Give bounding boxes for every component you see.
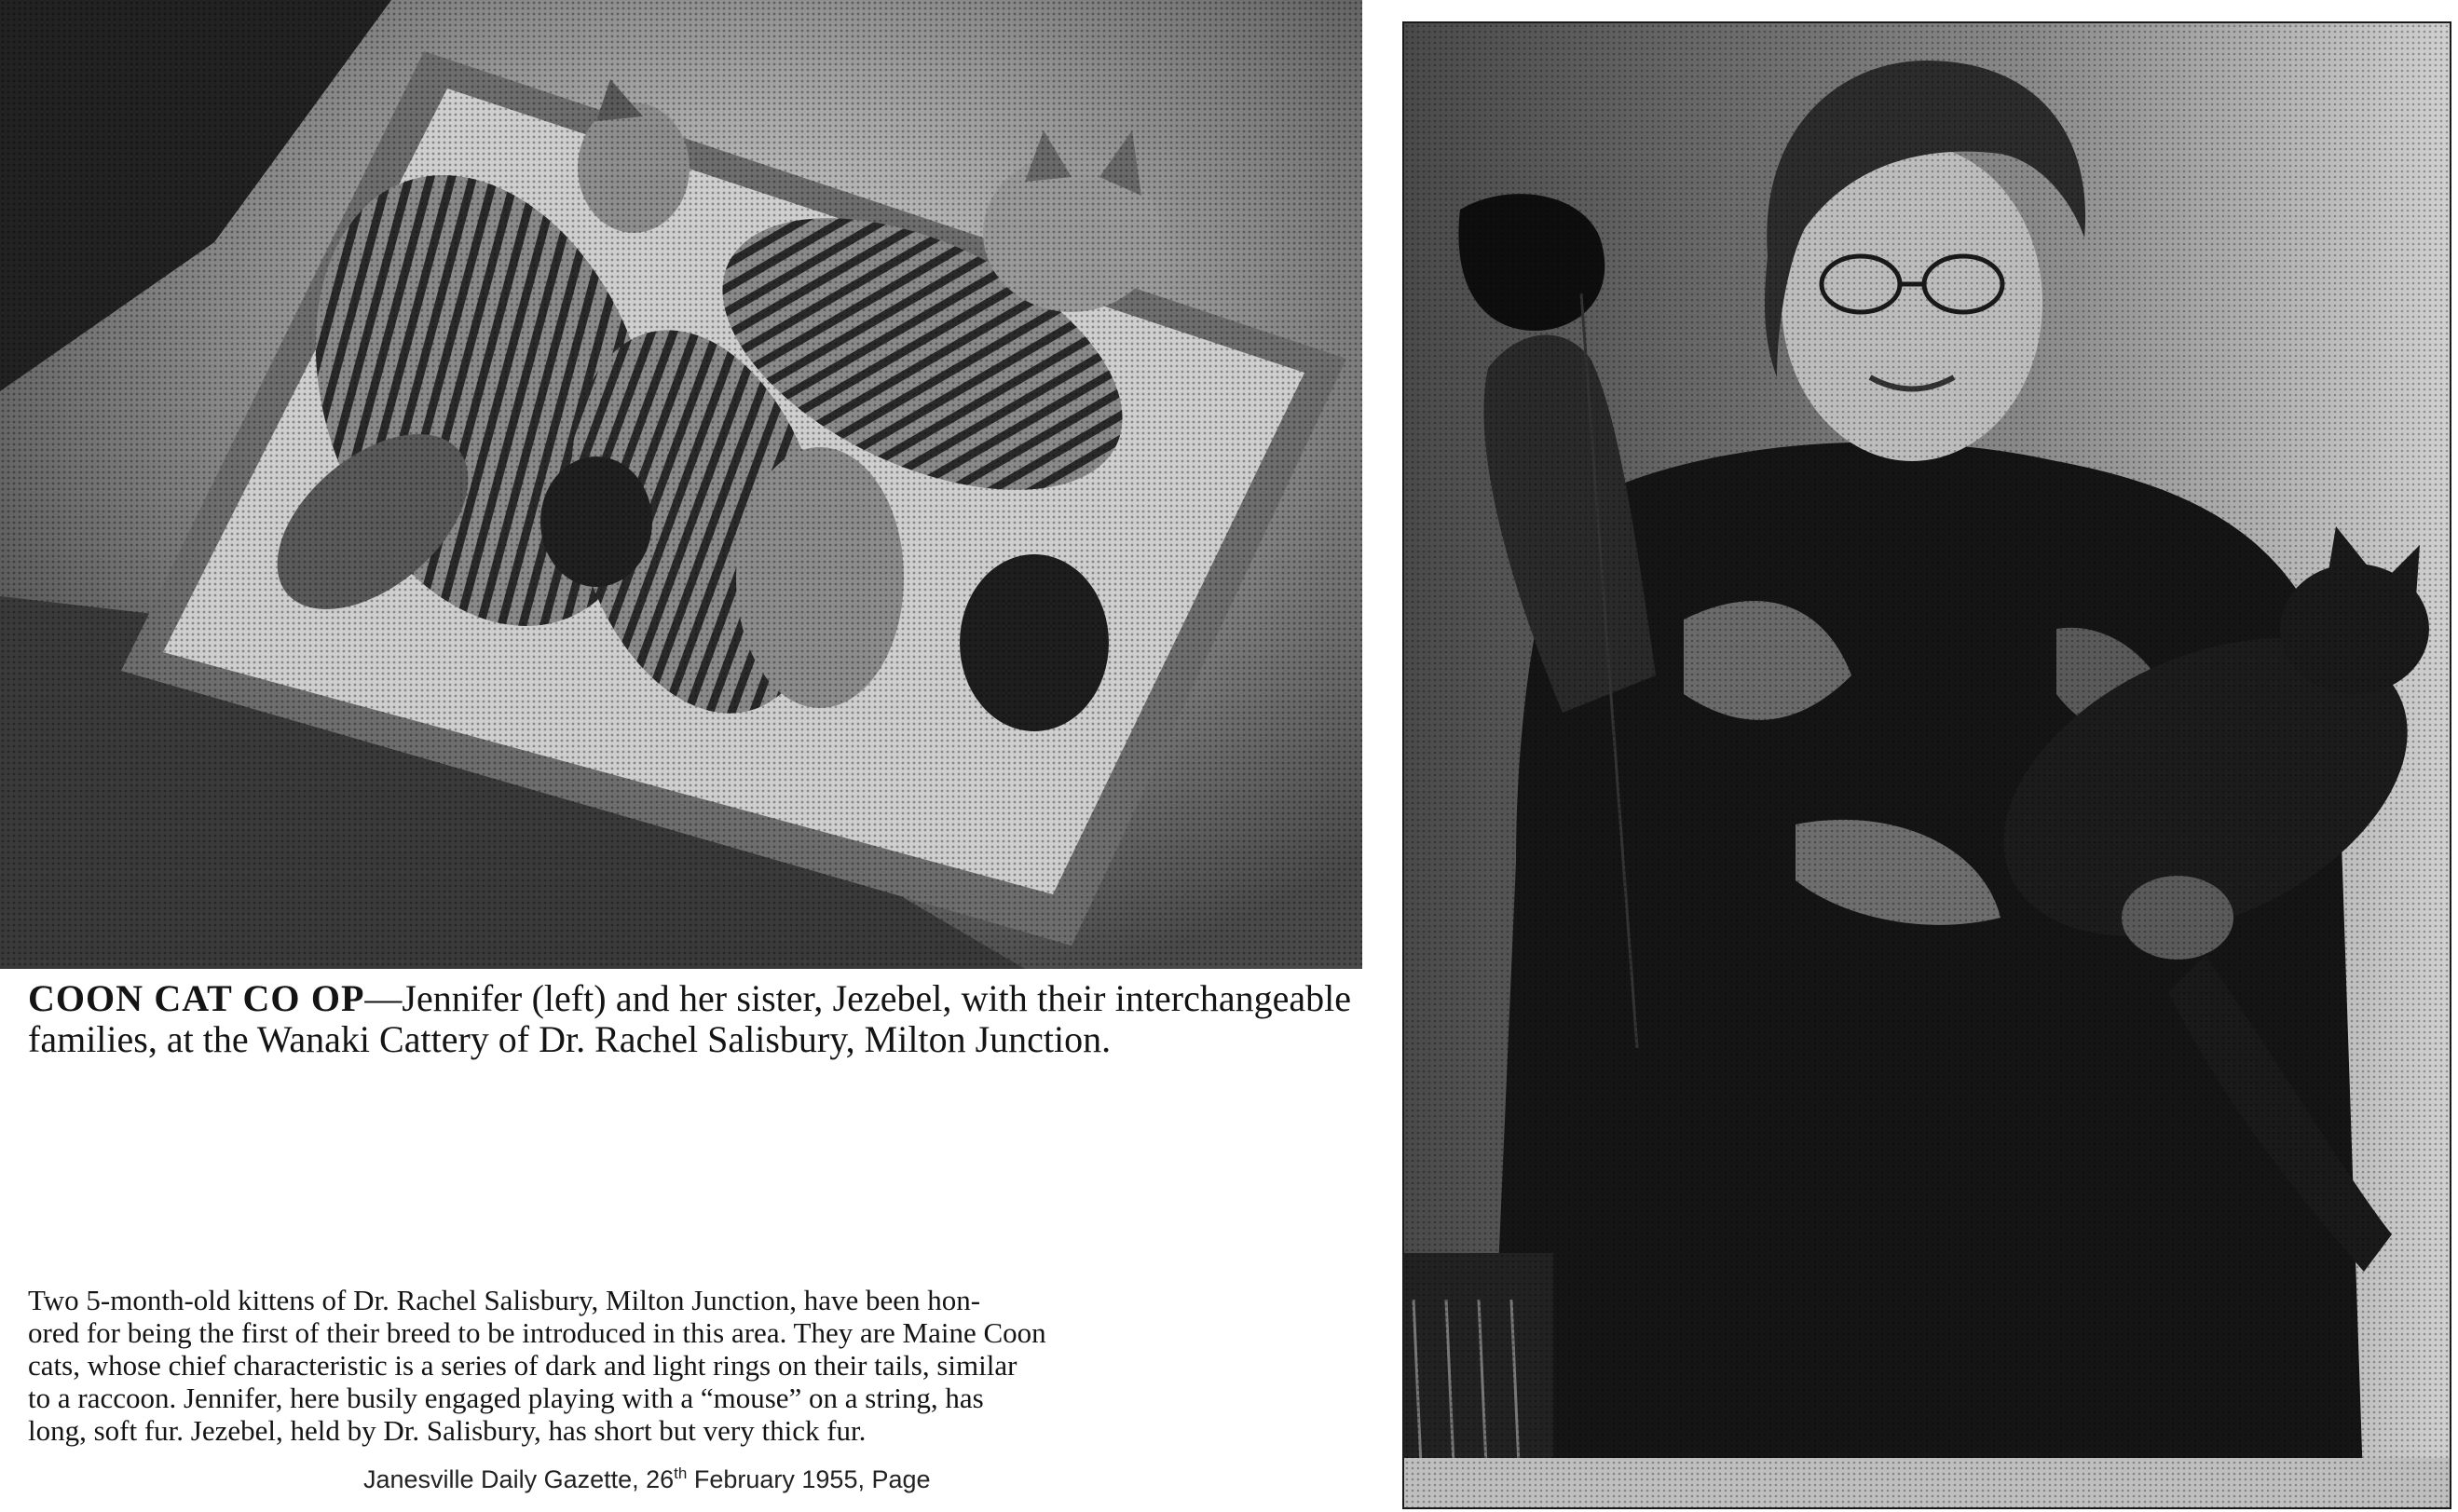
source-bottom-suffix: February 1955, Page: [687, 1465, 931, 1493]
source-bottom-ordinal: th: [674, 1464, 688, 1482]
caption-text: Jennifer (left) and her sister, Jezebel, with their interchangeable families, at the Wanaki Cattery of Dr. Rachel Salisbury, Milton Junction.: [28, 977, 1351, 1060]
cats-photo-illustration: [0, 0, 1362, 969]
article-line: Two 5-month-old kittens of Dr. Rachel Salisbury, Milton Junction, have been hon-: [28, 1284, 981, 1316]
article-line: to a raccoon. Jennifer, here busily engaged playing with a “mouse” on a string, has: [28, 1382, 984, 1414]
caption-heading: COON CAT CO OP: [28, 977, 365, 1019]
woman-holding-kitten-photo: [1402, 21, 2451, 1509]
article-line: long, soft fur. Jezebel, held by Dr. Salisbury, has short but very thick fur.: [28, 1414, 867, 1447]
cats-in-box-photo: [0, 0, 1362, 969]
source-bottom-prefix: Janesville Daily Gazette, 26: [363, 1465, 675, 1493]
woman-photo-illustration: [1404, 23, 2450, 1507]
source-citation-bottom: [363, 1464, 931, 1494]
caption-dash: —: [364, 977, 403, 1019]
article-paragraph: [28, 1284, 1351, 1447]
article-line: ored for being the first of their breed to be introduced in this area. They are Maine Coon: [28, 1316, 1046, 1349]
photo-caption: [28, 978, 1351, 1060]
article-line: cats, whose chief characteristic is a series of dark and light rings on their tails, similar: [28, 1349, 1017, 1382]
